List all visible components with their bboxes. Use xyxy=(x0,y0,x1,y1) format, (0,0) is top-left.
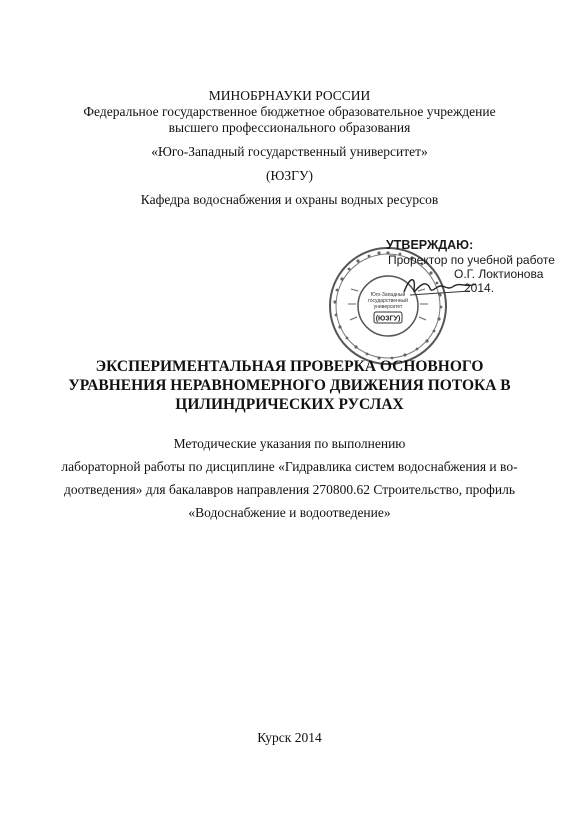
document-title-line-1: ЭКСПЕРИМЕНТАЛЬНАЯ ПРОВЕРКА ОСНОВНОГО xyxy=(95,358,484,375)
university-abbr: (ЮЗГУ) xyxy=(266,168,313,183)
approval-heading: УТВЕРЖДАЮ: xyxy=(386,238,474,252)
description-line-2: лабораторной работы по дисциплине «Гидравлика систем водоснабжения и во- xyxy=(61,459,518,474)
seal-inner-line-2: государственный xyxy=(368,298,408,304)
seal-inner-line-3: университет xyxy=(373,304,403,310)
ministry-name: МИНОБРНАУКИ РОССИИ xyxy=(208,88,371,103)
approval-position: Проректор по учебной работе xyxy=(388,253,555,267)
document-title-line-3: ЦИЛИНДРИЧЕСКИХ РУСЛАХ xyxy=(175,396,404,413)
approval-year: 2014. xyxy=(464,281,495,295)
approval-name: О.Г. Локтионова xyxy=(454,267,544,281)
seal-abbr: (ЮЗГУ) xyxy=(375,315,401,323)
institution-line-1: Федеральное государственное бюджетное образовательное учреждение xyxy=(83,104,496,119)
place-and-year: Курск 2014 xyxy=(257,730,322,745)
signature xyxy=(400,272,480,300)
university-name: «Юго-Западный государственный университет» xyxy=(151,144,428,159)
institution-line-2: высшего профессионального образования xyxy=(168,120,411,135)
document-title-line-2: УРАВНЕНИЯ НЕРАВНОМЕРНОГО ДВИЖЕНИЯ ПОТОКА В xyxy=(68,377,511,394)
description-line-4: «Водоснабжение и водоотведение» xyxy=(188,505,391,520)
department-name: Кафедра водоснабжения и охраны водных ресурсов xyxy=(140,192,439,207)
seal-inner-line-1: Юго-Западный xyxy=(370,292,406,298)
description-line-3: доотведения» для бакалавров направления 270800.62 Строительство, профиль xyxy=(63,482,516,497)
description-line-1: Методические указания по выполнению xyxy=(173,436,406,451)
